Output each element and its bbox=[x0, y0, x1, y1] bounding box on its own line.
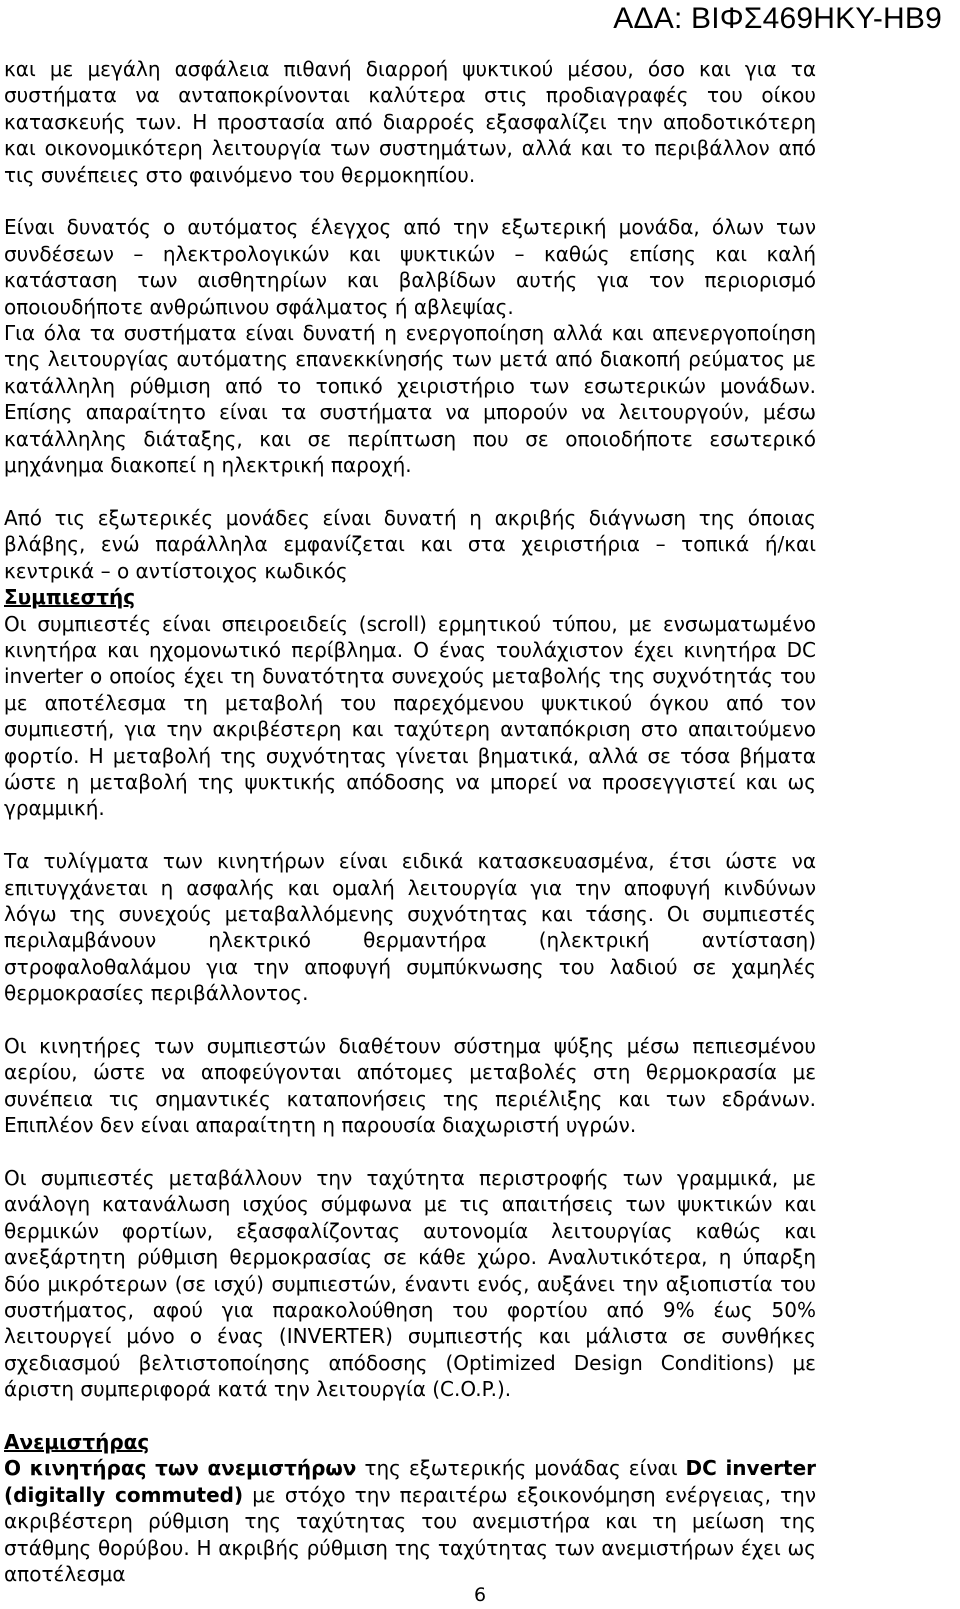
paragraph-motor-windings: Τα τυλίγματα των κινητήρων είναι ειδικά κατασκευασμένα, έτσι ώστε να επιτυγχάνεται η ασφαλής και ομαλή λειτουργία για την αποφυγή κινδύνων λόγω της συνεχούς μεταβαλλόμενης συχνότητας και τάσης. Οι συμπιεστές περιλαμβάνουν ηλεκτρικό θερμαντήρα (ηλεκτρική αντίσταση) στροφαλοθαλάμου για την αποφυγή συμπύκνωσης του λαδιού σε χαμηλές θερμοκρασίες περιβάλλοντος. bbox=[4, 849, 816, 1006]
fan-motor-text-2: με στόχο την περαιτέρω εξοικονόμηση ενέργειας, την ακριβέστερη ρύθμιση της ταχύτητας του ανεμιστήρα και τη μείωση της στάθμης θορύβου. Η ακριβής ρύθμιση της ταχύτητας των ανεμιστήρων έχει ως αποτέλεσμα bbox=[4, 1482, 816, 1587]
page-number: 6 bbox=[473, 1584, 487, 1606]
fan-motor-bold-term: Ο κινητήρας των ανεμιστήρων bbox=[4, 1456, 357, 1481]
paragraph-fan-motor bbox=[4, 1455, 816, 1587]
document-body bbox=[4, 56, 816, 1587]
heading-fans: Ανεμιστήρας bbox=[4, 1430, 150, 1455]
paragraph-auto-restart: Για όλα τα συστήματα είναι δυνατή η ενεργοποίηση αλλά και απενεργοποίηση της λειτουργίας αυτόματης επανεκκίνησής των μετά από διακοπή ρεύματος με κατάλληλη ρύθμιση από το τοπικό χειριστήριο των εσωτερικών μονάδων. Επίσης απαραίτητο είναι τα συστήματα να μπορούν να λειτουργούν, μέσω κατάλληλης διάταξης, και σε περίπτωση που σε οποιοδήποτε εσωτερικό μηχάνημα διακοπεί η ηλεκτρική παροχή. bbox=[4, 321, 816, 478]
paragraph-refrigerant-leak: και με μεγάλη ασφάλεια πιθανή διαρροή ψυκτικού μέσου, όσο και για τα συστήματα να ανταποκρίνονται καλύτερα στις προδιαγραφές του οίκου κατασκευής των. Η προστασία από διαρροές εξασφαλίζει την αποδοτικότερη και οικονομικότερη λειτουργία των συστημάτων, αλλά και το περιβάλλον από τις συνέπειες στο φαινόμενο του θερμοκηπίου. bbox=[4, 57, 816, 187]
heading-compressor: Συμπιεστής bbox=[4, 585, 136, 610]
paragraph-compressor-speed: Οι συμπιεστές μεταβάλλουν την ταχύτητα περιστροφής των γραμμικά, με ανάλογη κατανάλωση ισχύος σύμφωνα με τις απαιτήσεις των ψυκτικών και θερμικών φορτίων, εξασφαλίζοντας αυτονομία λειτουργίας καθώς και ανεξάρτητη ρύθμιση θερμοκρασίας σε κάθε χώρο. Αναλυτικότερα, η ύπαρξη δύο μικρότερων (σε ισχύ) συμπιεστών, έναντι ενός, αυξάνει την αξιοπιστία του συστήματος, αφού για παρακολούθηση του φορτίου από 9% έως 50% λειτουργεί μόνο ο ένας (INVERTER) συμπιεστής και μάλιστα σε συνθήκες σχεδιασμού βελτιστοποίησης απόδοσης (Optimized Design Conditions) με άριστη συμπεριφορά κατά την λειτουργία (C.O.P.). bbox=[4, 1165, 816, 1402]
ada-code-header: ΑΔΑ: ΒΙΦΣ469ΗΚΥ-ΗΒ9 bbox=[613, 2, 942, 35]
paragraph-fault-diagnosis: Από τις εξωτερικές μονάδες είναι δυνατή η ακριβής διάγνωση της όποιας βλάβης, ενώ παράλληλα εμφανίζεται και στα χειριστήρια – τοπικά ή/και κεντρικά – ο αντίστοιχος κωδικός bbox=[4, 505, 816, 583]
paragraph-scroll-compressors: Οι συμπιεστές είναι σπειροειδείς (scroll) ερμητικού τύπου, με ενσωματωμένο κινητήρα και ηχομονωτικό περίβλημα. Ο ένας τουλάχιστον έχει κινητήρα DC inverter ο οποίος έχει τη δυνατότητα συνεχούς μεταβολής της συχνότητάς του με αποτέλεσμα τη μεταβολή του παρεχόμενου ψυκτικού όγκου από τον συμπιεστή, για την ακριβέστερη και ταχύτερη ανταπόκριση στο απαιτούμενο φορτίο. Η μεταβολή της συχνότητας γίνεται βηματικά, αλλά σε τόσα βήματα ώστε η μεταβολή της ψυκτικής απόδοσης να μπορεί να προσεγγιστεί και ως γραμμική. bbox=[4, 611, 816, 821]
fan-motor-text-1: της εξωτερικής μονάδας είναι bbox=[356, 1456, 686, 1481]
paragraph-automatic-check: Είναι δυνατός ο αυτόματος έλεγχος από την εξωτερική μονάδα, όλων των συνδέσεων – ηλεκτρολογικών και ψυκτικών – καθώς επίσης και καλή κατάσταση των αισθητηρίων και βαλβίδων αυτής για τον περιορισμό οποιουδήποτε ανθρώπινου σφάλματος ή αβλεψίας. bbox=[4, 215, 816, 319]
dc-inverter-bold-term: DC inverter (digitally commuted) bbox=[4, 1456, 816, 1507]
paragraph-motor-cooling: Οι κινητήρες των συμπιεστών διαθέτουν σύστημα ψύξης μέσω πεπιεσμένου αερίου, ώστε να αποφεύγονται απότομες μεταβολές στη θερμοκρασία με συνέπεια τις σημαντικές καταπονήσεις της περιέλιξης και των εδράνων. Επιπλέον δεν είναι απαραίτητη η παρουσία διαχωριστή υγρών. bbox=[4, 1033, 816, 1138]
